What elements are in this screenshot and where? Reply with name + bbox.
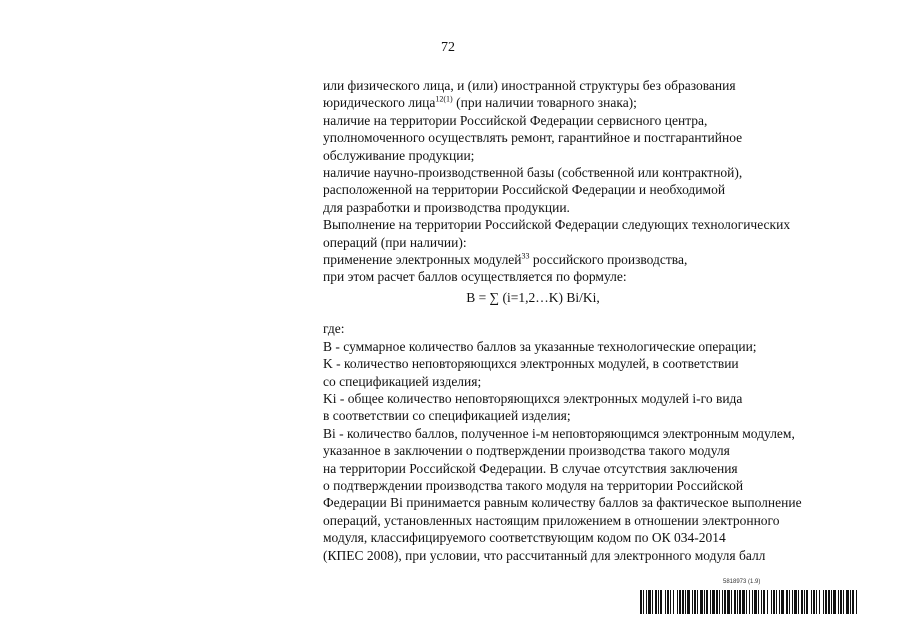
barcode-bar xyxy=(838,590,839,614)
text-line: о подтверждении производства такого модуля на территории Российской xyxy=(323,477,744,493)
barcode-bar xyxy=(734,590,736,614)
barcode-bar xyxy=(724,590,726,614)
text-line: где: xyxy=(323,321,345,337)
barcode-bar xyxy=(767,590,768,614)
barcode-bar xyxy=(819,590,820,614)
page-number: 72 xyxy=(441,40,455,55)
barcode-bar xyxy=(679,590,681,614)
barcode-bar xyxy=(646,590,647,614)
text-line: (КПЕС 2008), при условии, что рассчитанный для электронного модуля балл xyxy=(323,547,766,563)
barcode-bar xyxy=(746,590,747,614)
barcode-bar xyxy=(752,590,753,614)
barcode-bar xyxy=(813,590,815,614)
barcode-bar xyxy=(677,590,678,614)
barcode-bar xyxy=(833,590,836,614)
document-body xyxy=(323,77,883,564)
text-fragment: российского производства, xyxy=(529,252,688,268)
barcode-bar xyxy=(773,590,775,614)
barcode-bar xyxy=(831,590,832,614)
text-line: со спецификацией изделия; xyxy=(323,373,482,389)
barcode-bar xyxy=(789,590,790,614)
barcode-bar xyxy=(749,590,750,614)
text-fragment: применение электронных модулей xyxy=(323,252,522,268)
barcode-bar xyxy=(652,590,653,614)
barcode-bar xyxy=(828,590,830,614)
barcode-bar xyxy=(727,590,730,614)
text-line: для разработки и производства продукции. xyxy=(323,199,570,215)
barcode-bar xyxy=(846,590,849,614)
barcode-bar xyxy=(781,590,784,614)
text-line xyxy=(323,94,883,111)
barcode-bar xyxy=(825,590,827,614)
barcode-bar xyxy=(712,590,715,614)
barcode-bar xyxy=(739,590,741,614)
text-line: на территории Российской Федерации. В случае отсутствия заключения xyxy=(323,460,738,476)
barcode-bar xyxy=(640,590,642,614)
barcode-bar xyxy=(719,590,720,614)
text-fragment: (при наличии товарного знака); xyxy=(452,95,637,111)
text-line: уполномоченного осуществлять ремонт, гарантийное и постгарантийное xyxy=(323,130,743,146)
barcode-bar xyxy=(737,590,738,614)
barcode-bar xyxy=(850,590,851,614)
text-line: наличие научно-производственной базы (собственной или контрактной), xyxy=(323,165,743,181)
text-line: при этом расчет баллов осуществляется по формуле: xyxy=(323,269,627,285)
barcode-bar xyxy=(667,590,669,614)
text-line: Выполнение на территории Российской Федерации следующих технологических xyxy=(323,217,791,233)
barcode-bar xyxy=(716,590,718,614)
barcode-bar xyxy=(660,590,662,614)
text-line: Bi - количество баллов, полученное i-м неповторяющимся электронным модулем, xyxy=(323,425,795,441)
barcode-bar xyxy=(665,590,666,614)
text-line: расположенной на территории Российской Федерации и необходимой xyxy=(323,182,726,198)
barcode-bar xyxy=(794,590,797,614)
barcode-bar xyxy=(754,590,757,614)
barcode-bar xyxy=(763,590,765,614)
text-line: B - суммарное количество баллов за указанные технологические операции; xyxy=(323,338,757,354)
barcode-bar xyxy=(804,590,805,614)
barcode-bar xyxy=(779,590,780,614)
barcode-bar xyxy=(710,590,711,614)
footnote-ref: 33 xyxy=(521,251,530,261)
text-line: в соответствии со спецификацией изделия; xyxy=(323,408,571,424)
barcode xyxy=(640,579,858,614)
text-line: обслуживание продукции; xyxy=(323,147,475,163)
barcode-bar xyxy=(840,590,842,614)
footnote-ref: 12(1) xyxy=(435,94,453,104)
barcode-bar xyxy=(722,590,723,614)
barcode-bar xyxy=(706,590,708,614)
text-line: наличие на территории Российской Федерации сервисного центра, xyxy=(323,112,708,128)
text-line xyxy=(323,251,883,268)
barcode-bar xyxy=(687,590,690,614)
barcode-bar xyxy=(843,590,844,614)
barcode-bar xyxy=(761,590,762,614)
barcode-bar xyxy=(704,590,705,614)
barcode-bar xyxy=(697,590,698,614)
barcode-bar xyxy=(685,590,686,614)
text-line: или физического лица, и (или) иностранной структуры без образования xyxy=(323,78,736,93)
barcode-caption: 5818973 (1.9) xyxy=(723,579,761,585)
text-line: K - количество неповторяющихся электронных модулей, в соответствии xyxy=(323,356,739,372)
barcode-bar xyxy=(655,590,657,614)
barcode-bar xyxy=(692,590,693,614)
barcode-bar xyxy=(771,590,772,614)
barcode-bar xyxy=(776,590,777,614)
barcode-bar xyxy=(648,590,651,614)
formula: B = ∑ (i=1,2…K) Bi/Ki, xyxy=(466,289,600,305)
barcode-bar xyxy=(742,590,745,614)
text-line: Федерации Bi принимается равным количеству баллов за фактическое выполнение xyxy=(323,495,802,511)
barcode-bar xyxy=(731,590,732,614)
text-line: операций (при наличии): xyxy=(323,234,467,250)
barcode-bar xyxy=(852,590,854,614)
barcode-bar xyxy=(798,590,799,614)
barcode-bar xyxy=(801,590,803,614)
text-line: Ki - общее количество неповторяющихся электронных модулей i-го вида xyxy=(323,390,743,406)
barcode-bar xyxy=(694,590,696,614)
barcode-bar xyxy=(700,590,703,614)
text-line: модуля, классифицируемого соответствующим кодом по ОК 034-2014 xyxy=(323,530,726,546)
barcode-bar xyxy=(792,590,793,614)
barcode-bars xyxy=(640,590,858,614)
barcode-bar xyxy=(682,590,684,614)
barcode-bar xyxy=(658,590,659,614)
barcode-bar xyxy=(856,590,857,614)
barcode-bar xyxy=(786,590,788,614)
barcode-bar xyxy=(670,590,671,614)
barcode-bar xyxy=(816,590,817,614)
barcode-bar xyxy=(758,590,759,614)
text-line: указанное в заключении о подтверждении производства такого модуля xyxy=(323,443,730,459)
barcode-bar xyxy=(806,590,808,614)
text-line: операций, установленных настоящим приложением в отношении электронного xyxy=(323,512,780,528)
barcode-bar xyxy=(823,590,824,614)
barcode-bar xyxy=(811,590,812,614)
barcode-bar xyxy=(643,590,644,614)
barcode-bar xyxy=(673,590,674,614)
text-fragment: юридического лица xyxy=(323,95,436,111)
